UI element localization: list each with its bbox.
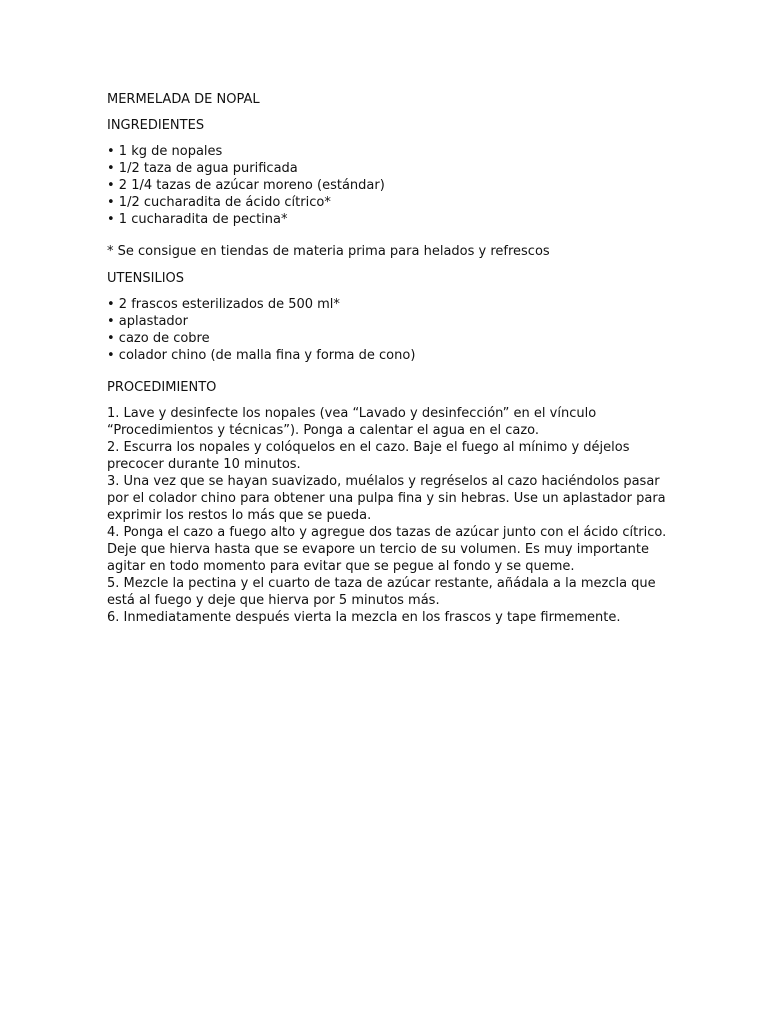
recipe-title: MERMELADA DE NOPAL [107, 92, 260, 107]
ingredients-list [107, 143, 667, 228]
procedure-heading: PROCEDIMIENTO [107, 380, 217, 395]
procedure-line: precocer durante 10 minutos. [107, 457, 301, 472]
utensils-list [107, 296, 667, 364]
ingredient-item: • 1 kg de nopales [107, 144, 223, 159]
procedure-line: 5. Mezcle la pectina y el cuarto de taza de azúcar restante, añádala a la mezcla que [107, 576, 656, 591]
procedure-line: por el colador chino para obtener una pulpa fina y sin hebras. Use un aplastador para [107, 491, 666, 506]
ingredients-footnote: * Se consigue en tiendas de materia prima para helados y refrescos [107, 244, 550, 259]
ingredient-item: • 1/2 taza de agua purificada [107, 161, 298, 176]
procedure-line: “Procedimientos y técnicas”). Ponga a calentar el agua en el cazo. [107, 423, 540, 438]
utensil-item: • aplastador [107, 314, 188, 329]
recipe-document [107, 91, 667, 626]
ingredient-item: • 1 cucharadita de pectina* [107, 212, 288, 227]
ingredients-heading: INGREDIENTES [107, 118, 205, 133]
procedure-line: exprimir los restos lo más que se pueda. [107, 508, 372, 523]
procedure-line: 3. Una vez que se hayan suavizado, muélalos y regréselos al cazo haciéndolos pasar [107, 474, 660, 489]
utensils-heading: UTENSILIOS [107, 271, 185, 286]
utensil-item: • 2 frascos esterilizados de 500 ml* [107, 297, 340, 312]
procedure-line: Deje que hierva hasta que se evapore un tercio de su volumen. Es muy importante [107, 542, 649, 557]
procedure-steps [107, 405, 667, 626]
procedure-line: agitar en todo momento para evitar que se pegue al fondo y se queme. [107, 559, 575, 574]
ingredient-item: • 1/2 cucharadita de ácido cítrico* [107, 195, 331, 210]
procedure-line: 6. Inmediatamente después vierta la mezcla en los frascos y tape firmemente. [107, 610, 621, 625]
procedure-line: 1. Lave y desinfecte los nopales (vea “Lavado y desinfección” en el vínculo [107, 406, 597, 421]
procedure-line: está al fuego y deje que hierva por 5 minutos más. [107, 593, 440, 608]
utensil-item: • cazo de cobre [107, 331, 210, 346]
ingredient-item: • 2 1/4 tazas de azúcar moreno (estándar) [107, 178, 385, 193]
procedure-line: 2. Escurra los nopales y colóquelos en el cazo. Baje el fuego al mínimo y déjelos [107, 440, 630, 455]
utensil-item: • colador chino (de malla fina y forma de cono) [107, 348, 416, 363]
procedure-line: 4. Ponga el cazo a fuego alto y agregue dos tazas de azúcar junto con el ácido cítrico. [107, 525, 667, 540]
